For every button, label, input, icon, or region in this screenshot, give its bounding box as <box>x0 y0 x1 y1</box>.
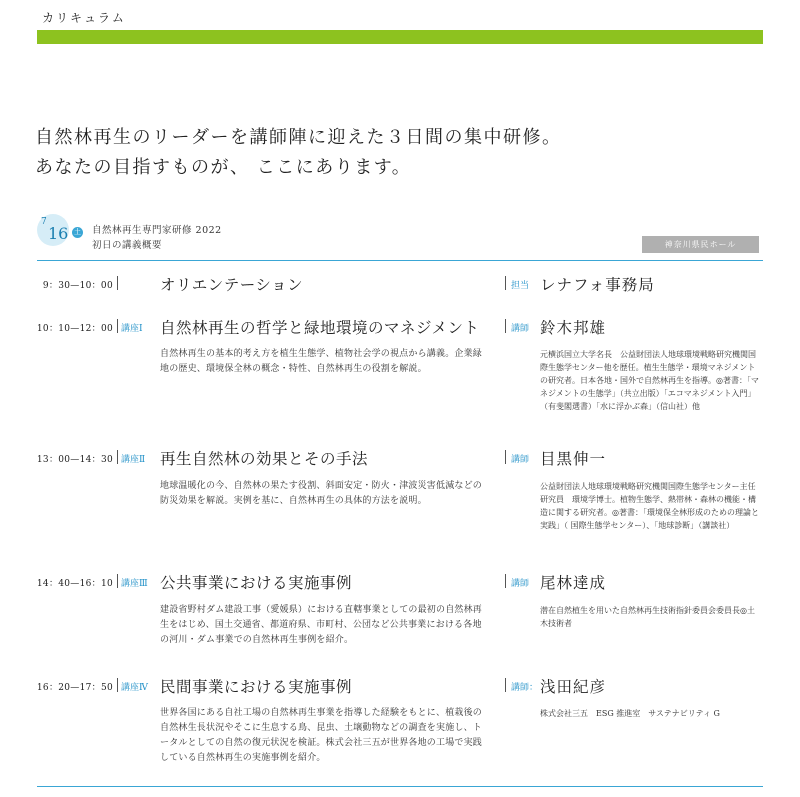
session-description: 世界各国にある自社工場の自然林再生事業を指導した経験をもとに、植栽後の自然林生長状況やそこに生息する鳥、昆虫、土壌動物などの調査を実施し、トータルとしての自然の復元状況を検証。株式会社三五が世界各地の工場で実践している自然林再生の実施事例を紹介。 <box>160 708 483 763</box>
top-divider <box>37 260 763 261</box>
session-time: 14：40—16：10 <box>36 579 113 589</box>
date-day: 16 <box>48 224 69 243</box>
lecturer-divider <box>505 450 506 464</box>
time-divider <box>117 678 118 692</box>
date-badge <box>37 214 81 246</box>
session-time: 13：00—14：30 <box>36 455 113 465</box>
session-title: 自然林再生の哲学と緑地環境のマネジメント <box>160 319 480 337</box>
bottom-divider <box>37 786 763 787</box>
section-title: カリキュラム <box>42 11 126 25</box>
time-divider <box>117 450 118 464</box>
time-divider <box>117 276 118 290</box>
koza-label: 講座Ⅱ <box>121 455 146 465</box>
lecturer-bio: 潜在自然植生を用いた自然林再生技術指針委員会委員長◎土木技術者 <box>540 606 755 628</box>
koshi-label: 講師： <box>511 683 539 693</box>
session-time: 10：10—12：00 <box>36 324 113 334</box>
lecturer-name: 尾林達成 <box>540 574 607 592</box>
lecturer-bio: 元横浜国立大学名長 公益財団法人地球環境戦略研究機関国際生態学センター他を歴任。植生生態学・環境マネジメントの研究者。日本各地・国外で自然林再生を指導。◎著書：「マネジメントの生態学」（共立出版）「エコマネジメント入門」（有斐閣選書）「水に浮かぶ森」（信山社）他 <box>540 350 759 411</box>
session-description: 建設省野村ダム建設工事（愛媛県）における直轄事業としての最初の自然林再生をはじめ、国土交通省、都道府県、市町村、公団など公共事業における各地の河川・ダム事業での自然林再生事例を紹介。 <box>160 605 483 645</box>
tantou-label: 担当 <box>511 281 530 291</box>
session-title: 民間事業における実施事例 <box>160 678 353 696</box>
date-month: 7 <box>41 217 47 227</box>
lecturer-divider <box>505 276 506 290</box>
session-description: 地球温暖化の今、自然林の果たす役割、斜面安定・防火・津波災害低減などの防災効果を解説。実例を基に、自然林再生の具体的方法を説明。 <box>160 481 483 506</box>
koshi-label: 講師 <box>511 579 530 589</box>
lead-line-1: 自然林再生のリーダーを講師陣に迎えた３日間の集中研修。 <box>35 127 562 148</box>
time-divider <box>117 319 118 333</box>
lecturer-divider <box>505 319 506 333</box>
session-title: 再生自然林の効果とその手法 <box>160 450 369 468</box>
lecturer-name: 浅田紀彦 <box>540 678 607 696</box>
koza-label: 講座Ⅳ <box>121 683 148 693</box>
koza-label: 講座Ⅲ <box>121 579 148 589</box>
koshi-label: 講師 <box>511 324 530 334</box>
lecturer-name: 鈴木邦雄 <box>540 319 607 337</box>
session-title: オリエンテーション <box>160 276 304 294</box>
koshi-label: 講師 <box>511 455 530 465</box>
session-time: 16：20—17：50 <box>36 683 113 693</box>
venue-badge: 神奈川県民ホール <box>642 236 759 253</box>
time-divider <box>117 574 118 588</box>
lecturer-divider <box>505 574 506 588</box>
koza-label: 講座Ⅰ <box>121 324 143 334</box>
session-time: 9：30—10：00 <box>42 281 113 291</box>
lead-line-2: あなたの目指すものが、 ここにあります。 <box>35 157 412 178</box>
lecturer-bio: 株式会社三五 ESG 推進室 サステナビリティ G <box>540 709 720 718</box>
date-weekday: 土 <box>74 228 81 236</box>
section-header-bar <box>37 30 763 44</box>
lecturer-bio: 公益財団法人地球環境戦略研究機関国際生態学センター主任研究員 環境学博士。植物生態学、熱帯林・森林の機能・構造に関する研究者。◎著書：「環境保全林形成のための理論と実践」（ 国際生態学センター）、「地球診断」（講談社） <box>540 482 759 530</box>
event-title: 自然林再生専門家研修 2022 <box>92 225 222 236</box>
lecturer-name: 目黒伸一 <box>540 450 607 468</box>
event-subtitle: 初日の講義概要 <box>92 240 163 251</box>
session-title: 公共事業における実施事例 <box>160 574 353 592</box>
lecturer-divider <box>505 678 506 692</box>
lecturer-name: レナフォ事務局 <box>540 276 655 294</box>
session-description: 自然林再生の基本的考え方を植生生態学、植物社会学の視点から講義。企業緑地の歴史、環境保全林の概念・特性、自然林再生の役割を解説。 <box>160 349 483 374</box>
